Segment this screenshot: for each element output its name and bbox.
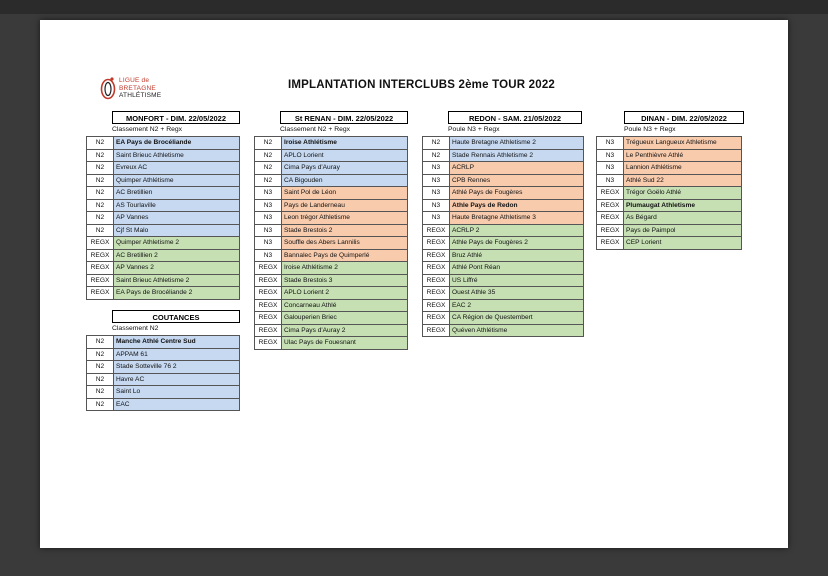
team-name-cell: AC Bretillien 2 <box>114 249 240 262</box>
team-name-cell: Bannalec Pays de Quimperlé <box>282 249 408 262</box>
table-row <box>87 224 240 237</box>
team-name-cell: Saint Brieuc Athletisme <box>114 149 240 162</box>
document-page <box>40 20 788 548</box>
level-cell: REGX <box>87 287 114 300</box>
team-name-cell: US Liffré <box>450 274 584 287</box>
logo-line-3: ATHLÉTISME <box>119 92 162 99</box>
team-name-cell: Saint Brieuc Athletisme 2 <box>114 274 240 287</box>
table-row <box>87 149 240 162</box>
level-cell: REGX <box>597 212 624 225</box>
level-cell: N2 <box>87 398 114 411</box>
table-row <box>255 162 408 175</box>
table-row <box>255 187 408 200</box>
level-cell: N3 <box>597 137 624 150</box>
team-name-cell: Souffle des Abers Lannilis <box>282 237 408 250</box>
level-cell: N3 <box>255 187 282 200</box>
table-row <box>423 224 584 237</box>
level-cell: N3 <box>255 199 282 212</box>
section-subtitle-monfort: Classement N2 + Regx <box>112 126 183 133</box>
team-name-cell: Ouest Athle 35 <box>450 287 584 300</box>
table-row <box>597 137 742 150</box>
team-name-cell: CPB Rennes <box>450 174 584 187</box>
table-row <box>597 237 742 250</box>
viewer-top-bar <box>0 0 828 14</box>
team-name-cell: ACRLP <box>450 162 584 175</box>
level-cell: N2 <box>87 149 114 162</box>
team-name-cell: Athlé Pont Réan <box>450 262 584 275</box>
table-row <box>423 249 584 262</box>
level-cell: REGX <box>423 249 450 262</box>
teams-table-st-renan <box>254 136 408 350</box>
level-cell: N2 <box>423 149 450 162</box>
level-cell: N3 <box>597 174 624 187</box>
table-row <box>87 373 240 386</box>
team-name-cell: Lannion Athlétisme <box>624 162 742 175</box>
team-name-cell: Quimper Athlétisme <box>114 174 240 187</box>
team-name-cell: ACRLP 2 <box>450 224 584 237</box>
team-name-cell: Plumaugat Athletisme <box>624 199 742 212</box>
logo-line-1: LIGUE de <box>119 77 150 84</box>
level-cell: REGX <box>87 262 114 275</box>
team-name-cell: Cima Pays d'Auray <box>282 162 408 175</box>
team-name-cell: Pays de Landerneau <box>282 199 408 212</box>
level-cell: N3 <box>423 162 450 175</box>
level-cell: N3 <box>423 212 450 225</box>
level-cell: N2 <box>87 361 114 374</box>
team-name-cell: Stade Brestois 2 <box>282 224 408 237</box>
team-name-cell: Stade Brestois 3 <box>282 274 408 287</box>
table-row <box>87 199 240 212</box>
team-name-cell: Iroise Athlétisme <box>282 137 408 150</box>
level-cell: N3 <box>597 149 624 162</box>
table-row <box>423 149 584 162</box>
table-row <box>423 187 584 200</box>
team-name-cell: Trégueux Langueux Athletisme <box>624 137 742 150</box>
table-row <box>87 348 240 361</box>
team-name-cell: EA Pays de Brocéliande <box>114 137 240 150</box>
level-cell: REGX <box>597 224 624 237</box>
level-cell: REGX <box>255 274 282 287</box>
level-cell: N2 <box>87 199 114 212</box>
logo-line-2: BRETAGNE <box>119 84 156 92</box>
table-row <box>255 312 408 325</box>
section-header-monfort: MONFORT - DIM. 22/05/2022 <box>112 111 240 124</box>
table-row <box>255 274 408 287</box>
table-row <box>255 212 408 225</box>
team-name-cell: Bruz Athlé <box>450 249 584 262</box>
table-row <box>255 174 408 187</box>
team-name-cell: Cjf St Malo <box>114 224 240 237</box>
table-row <box>597 174 742 187</box>
table-row <box>597 212 742 225</box>
table-row <box>255 224 408 237</box>
table-row <box>255 324 408 337</box>
team-name-cell: APLO Lorient <box>282 149 408 162</box>
table-row <box>423 287 584 300</box>
level-cell: N2 <box>87 174 114 187</box>
level-cell: N3 <box>255 224 282 237</box>
team-name-cell: Iroise Athlétisme 2 <box>282 262 408 275</box>
level-cell: N2 <box>255 162 282 175</box>
level-cell: N2 <box>87 137 114 150</box>
team-name-cell: Manche Athlé Centre Sud <box>114 336 240 349</box>
level-cell: REGX <box>255 312 282 325</box>
team-name-cell: CEP Lorient <box>624 237 742 250</box>
section-header-redon: REDON - SAM. 21/05/2022 <box>448 111 582 124</box>
section-subtitle-redon: Poule N3 + Regx <box>448 126 500 133</box>
level-cell: REGX <box>87 274 114 287</box>
team-name-cell: Stade Sotteville 76 2 <box>114 361 240 374</box>
team-name-cell: Cima Pays d'Auray 2 <box>282 324 408 337</box>
team-name-cell: Athle Pays de Fougères 2 <box>450 237 584 250</box>
level-cell: N2 <box>87 348 114 361</box>
level-cell: REGX <box>423 237 450 250</box>
level-cell: REGX <box>87 237 114 250</box>
section-subtitle-st-renan: Classement N2 + Regx <box>280 126 351 133</box>
table-row <box>87 187 240 200</box>
level-cell: N2 <box>423 137 450 150</box>
table-row <box>255 337 408 350</box>
team-name-cell: Ulac Pays de Fouesnant <box>282 337 408 350</box>
level-cell: REGX <box>423 262 450 275</box>
team-name-cell: Galouperien Briec <box>282 312 408 325</box>
athlete-logo-icon <box>100 76 116 100</box>
teams-table-redon <box>422 136 584 337</box>
table-row <box>87 174 240 187</box>
team-name-cell: Stade Rennais Athletisme 2 <box>450 149 584 162</box>
team-name-cell: AC Bretillien <box>114 187 240 200</box>
table-row <box>87 398 240 411</box>
teams-table-monfort <box>86 136 240 300</box>
level-cell: N3 <box>597 162 624 175</box>
level-cell: REGX <box>423 324 450 337</box>
level-cell: REGX <box>423 274 450 287</box>
table-row <box>87 237 240 250</box>
table-row <box>87 336 240 349</box>
level-cell: REGX <box>423 299 450 312</box>
table-row <box>255 137 408 150</box>
team-name-cell: Leon trégor Athletisme <box>282 212 408 225</box>
league-logo <box>100 76 190 104</box>
teams-table-coutances <box>86 335 240 411</box>
table-row <box>423 262 584 275</box>
table-row <box>255 249 408 262</box>
level-cell: N3 <box>255 237 282 250</box>
table-row <box>87 361 240 374</box>
table-row <box>597 162 742 175</box>
table-row <box>87 249 240 262</box>
teams-table-dinan <box>596 136 742 250</box>
table-row <box>87 386 240 399</box>
team-name-cell: Concarneau Athlé <box>282 299 408 312</box>
table-row <box>423 199 584 212</box>
level-cell: N2 <box>87 212 114 225</box>
table-row <box>597 199 742 212</box>
level-cell: N2 <box>255 149 282 162</box>
table-row <box>87 262 240 275</box>
team-name-cell: EAC 2 <box>450 299 584 312</box>
table-row <box>423 274 584 287</box>
level-cell: N3 <box>423 174 450 187</box>
table-row <box>423 162 584 175</box>
table-row <box>87 212 240 225</box>
team-name-cell: Havre AC <box>114 373 240 386</box>
team-name-cell: Athle Pays de Redon <box>450 199 584 212</box>
level-cell: REGX <box>597 237 624 250</box>
level-cell: N2 <box>87 386 114 399</box>
table-row <box>423 299 584 312</box>
table-row <box>423 237 584 250</box>
level-cell: REGX <box>255 337 282 350</box>
level-cell: REGX <box>87 249 114 262</box>
level-cell: N2 <box>87 187 114 200</box>
level-cell: REGX <box>423 224 450 237</box>
section-header-dinan: DINAN - DIM. 22/05/2022 <box>624 111 744 124</box>
team-name-cell: EA Pays de Brocéliande 2 <box>114 287 240 300</box>
level-cell: N2 <box>87 336 114 349</box>
document-title: IMPLANTATION INTERCLUBS 2ème TOUR 2022 <box>288 79 556 91</box>
section-subtitle-dinan: Poule N3 + Regx <box>624 126 676 133</box>
level-cell: REGX <box>255 299 282 312</box>
level-cell: N3 <box>423 199 450 212</box>
team-name-cell: CA Bigouden <box>282 174 408 187</box>
section-subtitle-coutances: Classement N2 <box>112 325 159 332</box>
level-cell: N2 <box>87 373 114 386</box>
table-row <box>255 149 408 162</box>
team-name-cell: As Bégard <box>624 212 742 225</box>
level-cell: REGX <box>255 287 282 300</box>
section-header-coutances: COUTANCES <box>112 310 240 323</box>
team-name-cell: Pays de Paimpol <box>624 224 742 237</box>
table-row <box>255 262 408 275</box>
team-name-cell: Saint Pol de Léon <box>282 187 408 200</box>
team-name-cell: Quimper Athletisme 2 <box>114 237 240 250</box>
team-name-cell: Haute Bretagne Athletisme 3 <box>450 212 584 225</box>
team-name-cell: EAC <box>114 398 240 411</box>
level-cell: REGX <box>423 312 450 325</box>
team-name-cell: Evreux AC <box>114 162 240 175</box>
team-name-cell: Trégor Goëlo Athlé <box>624 187 742 200</box>
table-row <box>87 274 240 287</box>
table-row <box>423 312 584 325</box>
level-cell: N2 <box>255 137 282 150</box>
table-row <box>255 237 408 250</box>
table-row <box>597 149 742 162</box>
level-cell: REGX <box>255 262 282 275</box>
table-row <box>423 212 584 225</box>
team-name-cell: CA Région de Questembert <box>450 312 584 325</box>
team-name-cell: Quéven Athlétisme <box>450 324 584 337</box>
logo-text <box>119 77 161 100</box>
team-name-cell: Le Penthièvre Athlé <box>624 149 742 162</box>
level-cell: REGX <box>597 187 624 200</box>
team-name-cell: AP Vannes 2 <box>114 262 240 275</box>
table-row <box>423 174 584 187</box>
team-name-cell: Athlé Sud 22 <box>624 174 742 187</box>
team-name-cell: APLO Lorient 2 <box>282 287 408 300</box>
level-cell: N2 <box>87 224 114 237</box>
table-row <box>423 324 584 337</box>
level-cell: N2 <box>87 162 114 175</box>
team-name-cell: AP Vannes <box>114 212 240 225</box>
table-row <box>255 199 408 212</box>
level-cell: N3 <box>255 249 282 262</box>
level-cell: N3 <box>255 212 282 225</box>
team-name-cell: Saint Lo <box>114 386 240 399</box>
section-header-st-renan: St RENAN - DIM. 22/05/2022 <box>280 111 408 124</box>
table-row <box>255 287 408 300</box>
level-cell: REGX <box>255 324 282 337</box>
table-row <box>597 187 742 200</box>
table-row <box>87 137 240 150</box>
level-cell: REGX <box>423 287 450 300</box>
team-name-cell: Athlé Pays de Fougères <box>450 187 584 200</box>
table-row <box>255 299 408 312</box>
table-row <box>87 162 240 175</box>
level-cell: N2 <box>255 174 282 187</box>
level-cell: N3 <box>423 187 450 200</box>
team-name-cell: AS Tourlaville <box>114 199 240 212</box>
table-row <box>423 137 584 150</box>
table-row <box>597 224 742 237</box>
team-name-cell: APPAM 61 <box>114 348 240 361</box>
team-name-cell: Haute Bretagne Athletisme 2 <box>450 137 584 150</box>
level-cell: REGX <box>597 199 624 212</box>
table-row <box>87 287 240 300</box>
